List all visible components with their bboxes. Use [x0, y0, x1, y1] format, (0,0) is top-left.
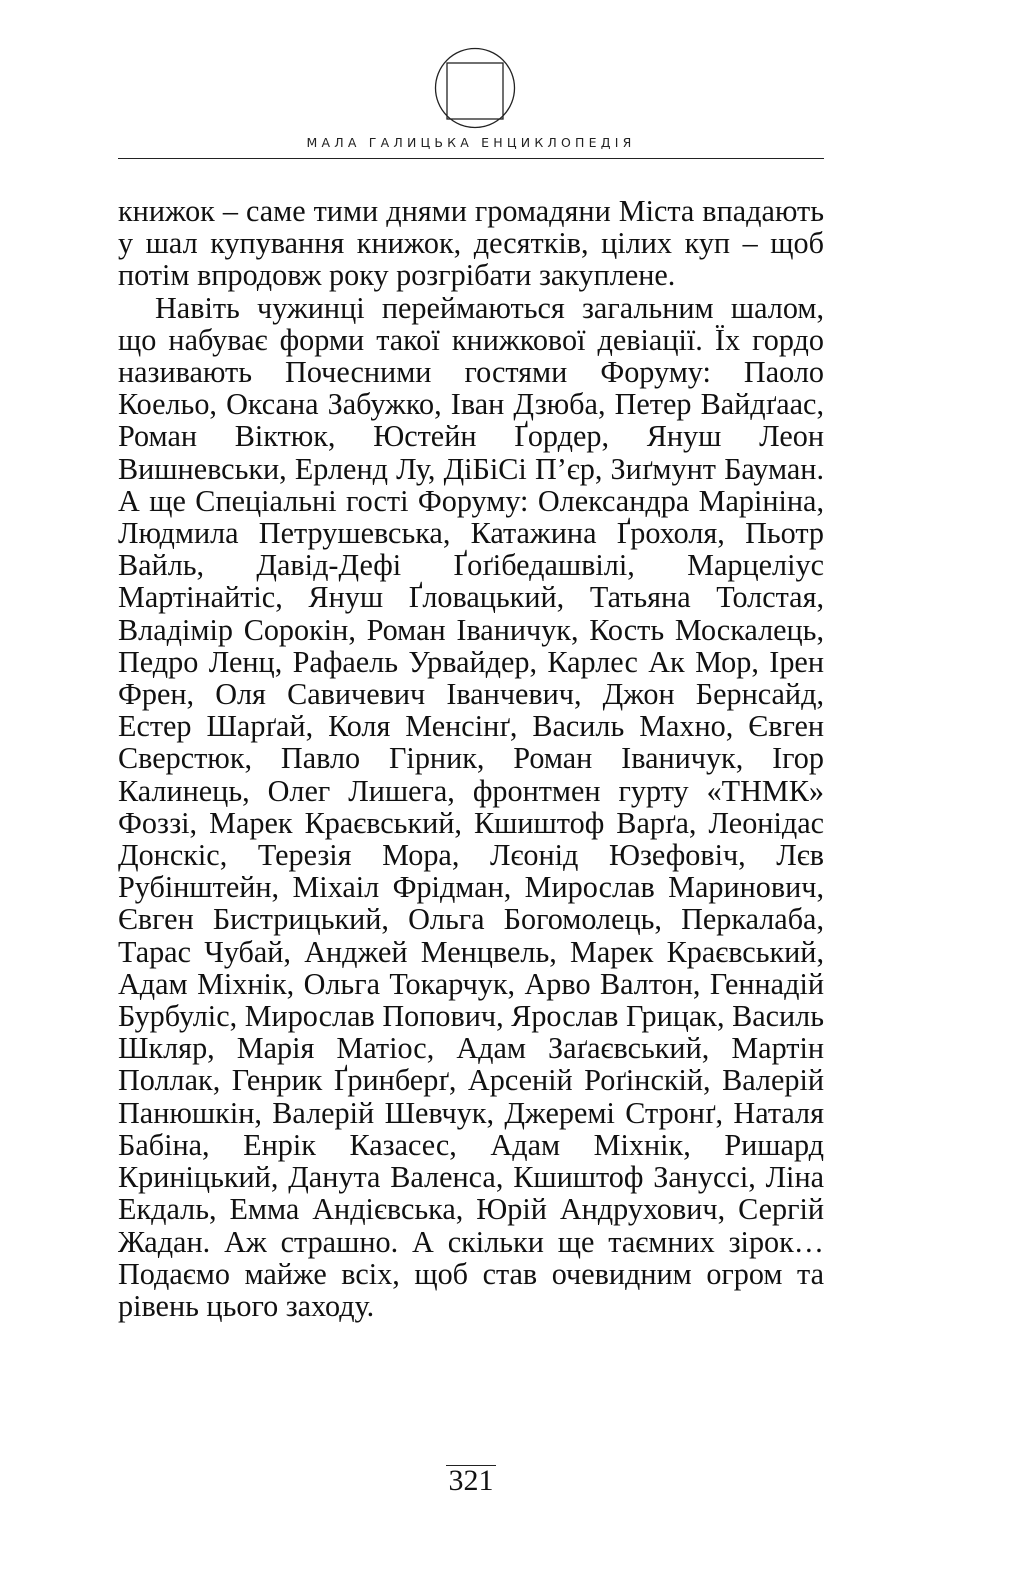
- paragraph-guests: Навіть чужинці переймаються загальним шалом, що набуває форми такої книжкової девіації. Їх гордо називають Почесними гостями Форуму: Паоло Коельо, Оксана Забужко, Іван Дзюба, Петер Вайдґаас, Роман Віктюк, Юстейн Ґордер, Януш Леон Вишневськи, Ерленд Лу, ДіБіСі П’єр, Зиґмунт Бауман. А ще Спеціальні гості Форуму: Олександра Марініна, Людмила Петрушевська, Катажина Ґрохоля, Пьотр Вайль, Давід-Дефі Ґоґібедашвілі, Марцеліус Мартінайтіс, Януш Ґловацький, Татьяна Толстая, Владімір Сорокін, Роман Іваничук, Кость Москалець, Педро Ленц, Рафаель Урвайдер, Карлес Ак Мор, Ірен Френ, Оля Савичевич Іванчевич, Джон Бернсайд, Естер Шарґай, Коля Менсінґ, Василь Махно, Євген Сверстюк, Павло Гірник, Роман Іваничук, Ігор Калинець, Олег Лишега, фронтмен гурту «ТНМК» Фоззі, Марек Краєвський, Кшиштоф Варґа, Леонідас Донскіс, Терезія Мора, Лєонід Юзефовіч, Лєв Рубінштейн, Міхаіл Фрідман, Мирослав Маринович, Євген Бистрицький, Ольга Богомолець, Перкалаба, Тарас Чубай, Анджей Менцвель, Марек Краєвський, Адам Міхнік, Ольга Токарчук, Арво Валтон, Геннадій Бурбуліс, Мирослав Попович, Ярослав Грицак, Василь Шкляр, Марія Матіос, Адам Заґаєвський, Мартін Поллак, Генрик Ґринберґ, Арсеній Роґінскій, Валерій Панюшкін, Валерій Шевчук, Джеремі Стронґ, Наталя Бабіна, Енрік Казасес, Адам Міхнік, Ришард Криніцький, Данута Валенса, Кшиштоф Зануссі, Ліна Екдаль, Емма Андієвська, Юрій Андрухович, Сергій Жадан. Аж страшно. А скільки ще таємних зірок… Подаємо майже всіх, щоб став очевидним огром та рівень цього заходу.: [118, 290, 824, 1323]
- circle-square-emblem-icon: [434, 47, 516, 129]
- header-rule: [118, 158, 824, 159]
- page-number: 321: [448, 1464, 494, 1497]
- running-head: МАЛА ГАЛИЦЬКА ЕНЦИКЛОПЕДІЯ: [306, 135, 636, 150]
- paragraph-continuation: книжок – саме тими днями громадяни Міста впадають у шал купування книжок, десятків, цілих куп – щоб потім впродовж року розгрібати закуплене.: [118, 194, 824, 293]
- body-text: [118, 195, 824, 1322]
